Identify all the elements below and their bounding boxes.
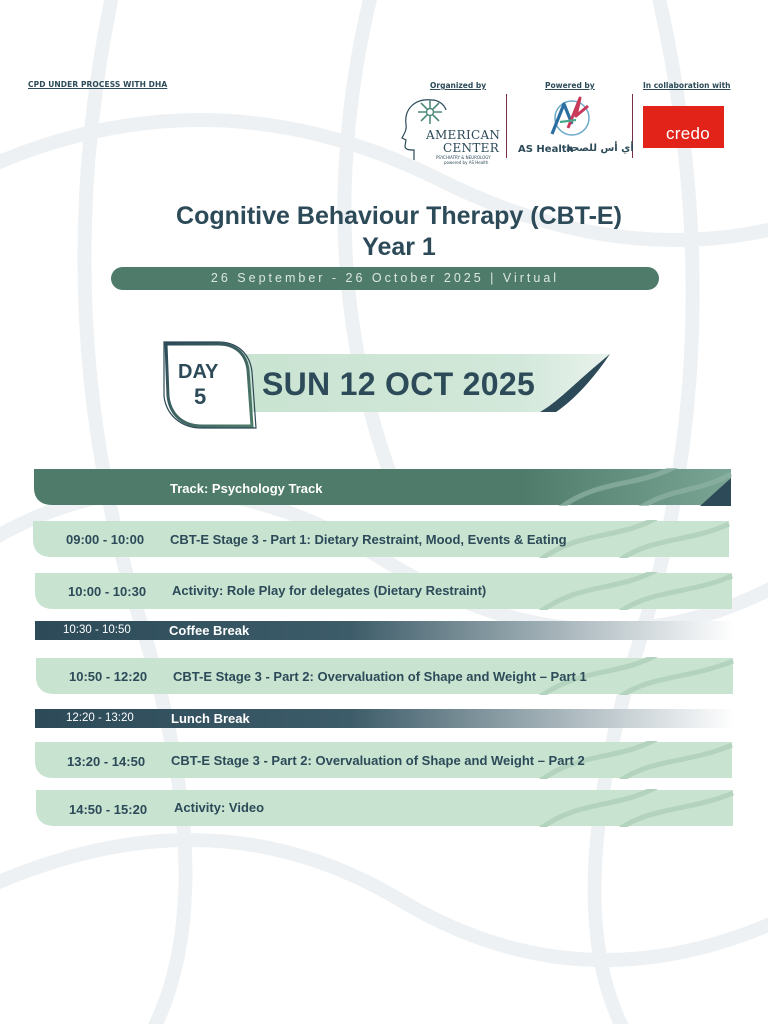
session-title: CBT-E Stage 3 - Part 1: Dietary Restraint, Mood, Events & Eating bbox=[170, 532, 567, 547]
american-center-subtitle: PSYCHIATRY & NEUROLOGY bbox=[436, 155, 491, 160]
credo-logo-text: credo bbox=[666, 124, 711, 143]
american-center-line1: AMERICAN bbox=[426, 128, 501, 142]
session-title: CBT-E Stage 3 - Part 2: Overvaluation of Shape and Weight – Part 2 bbox=[171, 753, 585, 768]
day-date: SUN 12 OCT 2025 bbox=[262, 366, 536, 402]
session-time: 10:50 - 12:20 bbox=[69, 669, 148, 684]
as-health-logo bbox=[546, 94, 594, 138]
date-range: 26 September - 26 October 2025 | Virtual bbox=[210, 271, 560, 285]
break-time: 12:20 - 13:20 bbox=[66, 712, 134, 724]
session-title: Activity: Role Play for delegates (Dietary Restraint) bbox=[172, 583, 487, 598]
track-bar bbox=[0, 468, 768, 506]
session-time: 09:00 - 10:00 bbox=[66, 532, 145, 547]
event-title: Cognitive Behaviour Therapy (CBT-E) bbox=[176, 202, 622, 230]
session-time: 14:50 - 15:20 bbox=[69, 802, 148, 817]
collaboration-label: In collaboration with bbox=[643, 81, 731, 90]
american-center-powered: powered by AS Health bbox=[444, 160, 489, 165]
break-time: 10:30 - 10:50 bbox=[63, 624, 131, 636]
as-health-arabic: أي أس للصحة bbox=[566, 143, 634, 154]
session-title: Activity: Video bbox=[174, 800, 265, 815]
organized-by-label: Organized by bbox=[430, 81, 487, 90]
powered-by-label: Powered by bbox=[545, 81, 595, 90]
session-title: CBT-E Stage 3 - Part 2: Overvaluation of Shape and Weight – Part 1 bbox=[173, 669, 587, 684]
event-year: Year 1 bbox=[362, 233, 436, 261]
cpd-note: CPD UNDER PROCESS WITH DHA bbox=[28, 80, 168, 89]
session-time: 13:20 - 14:50 bbox=[67, 754, 146, 769]
partner-divider bbox=[506, 94, 507, 158]
break-label: Lunch Break bbox=[171, 711, 250, 726]
day-label: DAY bbox=[178, 361, 219, 383]
break-label: Coffee Break bbox=[169, 623, 250, 638]
as-health-name: AS Health bbox=[518, 144, 574, 155]
day-number: 5 bbox=[194, 384, 207, 409]
track-label: Track: Psychology Track bbox=[170, 481, 323, 496]
american-center-line2: CENTER bbox=[443, 141, 500, 155]
session-time: 10:00 - 10:30 bbox=[68, 584, 147, 599]
